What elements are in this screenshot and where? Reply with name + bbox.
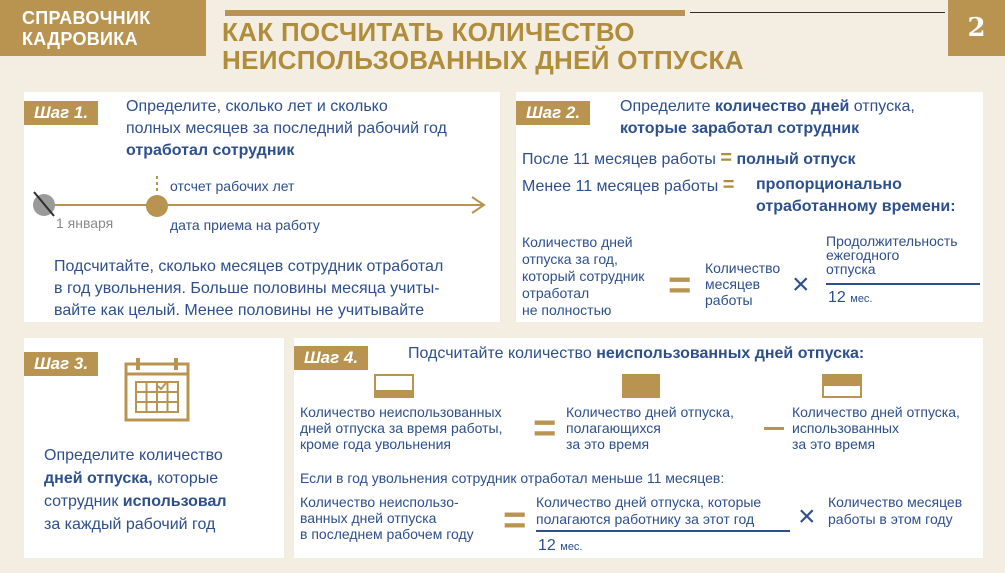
step1-note-2: в год увольнения. Больше половины месяца учиты- bbox=[54, 280, 440, 297]
fraction-line bbox=[826, 283, 980, 285]
b-2: полагающихся bbox=[566, 420, 661, 436]
equals-icon: = bbox=[720, 147, 732, 169]
f-left-5: не полностью bbox=[522, 302, 612, 318]
page-number: 2 bbox=[948, 0, 1005, 56]
f-right-3: отпуска bbox=[826, 261, 876, 277]
timeline-label-hire: дата приема на работу bbox=[170, 217, 320, 233]
b-1: Количество дней отпуска, bbox=[566, 404, 734, 420]
step2-intro-b: которые заработал сотрудник bbox=[620, 120, 860, 137]
multiply-icon: × bbox=[798, 500, 816, 533]
f-left-3: который сотрудник bbox=[522, 268, 645, 284]
fraction-line bbox=[536, 530, 790, 532]
rule2-bold-a: пропорционально bbox=[756, 176, 902, 193]
a-3: кроме года увольнения bbox=[300, 436, 451, 452]
step4-intro bbox=[408, 343, 864, 365]
equals-icon: = bbox=[668, 263, 692, 307]
equals-icon: = bbox=[722, 174, 735, 196]
title-line-1: КАК ПОСЧИТАТЬ КОЛИЧЕСТВО bbox=[222, 17, 635, 47]
partial-box-icon bbox=[374, 374, 414, 398]
step3-text-1: Определите количество bbox=[44, 447, 223, 464]
page-title bbox=[222, 18, 744, 74]
timeline-label-top: отсчет рабочих лет bbox=[170, 178, 295, 194]
step4-condition: Если в год увольнения сотрудник отработал меньше 11 месяцев: bbox=[300, 470, 725, 486]
step3-text-2-bold: дней отпуска, bbox=[44, 470, 153, 487]
full-box-icon bbox=[622, 374, 660, 398]
f-mid-2: месяцев bbox=[705, 276, 761, 292]
rule1-plain: После 11 месяцев работы bbox=[522, 151, 716, 168]
step2-intro-rest: отпуска, bbox=[849, 98, 915, 115]
step1-badge: Шаг 1. bbox=[24, 101, 98, 125]
step4-a bbox=[300, 404, 502, 452]
step2-rule1 bbox=[522, 147, 982, 171]
step4-b bbox=[566, 404, 734, 452]
step2-intro bbox=[620, 96, 980, 140]
f-left-2: отпуска за год, bbox=[522, 251, 618, 267]
f-mid-3: работы bbox=[705, 292, 753, 308]
half-box-icon bbox=[822, 374, 862, 398]
f-1: Количество месяцев bbox=[828, 494, 963, 510]
f-right-2: ежегодного bbox=[826, 247, 900, 263]
f-mid-1: Количество bbox=[705, 260, 781, 276]
hire-dot bbox=[146, 195, 168, 217]
e-denominator bbox=[538, 537, 583, 555]
step1-note-3: вайте как целый. Менее половины не учитывайте bbox=[54, 302, 425, 319]
a-1: Количество неиспользованных bbox=[300, 404, 502, 420]
step3-text-4: за каждый рабочий год bbox=[44, 516, 216, 533]
step2-formula-mid bbox=[705, 260, 780, 308]
c-3: за это время bbox=[792, 436, 876, 452]
step1-note-1: Подсчитайте, сколько месяцев сотрудник отработал bbox=[54, 258, 444, 275]
e-denom-unit: мес. bbox=[560, 541, 583, 553]
step1-intro-a: Определите, сколько лет и сколько bbox=[126, 98, 388, 115]
brand-label bbox=[0, 0, 206, 56]
step2-rule2 bbox=[522, 174, 752, 198]
step3-text-2: которые bbox=[152, 470, 219, 487]
step1-intro-c: отработал сотрудник bbox=[126, 142, 295, 159]
step2-formula-right bbox=[826, 234, 958, 276]
step1-intro-b: полных месяцев за последний рабочий год bbox=[126, 120, 447, 137]
f-left-1: Количество дней bbox=[522, 234, 633, 250]
step3-badge: Шаг 3. bbox=[24, 352, 98, 376]
step1-note bbox=[54, 256, 494, 322]
f-denom-value: 12 bbox=[828, 289, 846, 306]
step4-e bbox=[536, 494, 761, 528]
a-2: дней отпуска за время работы, bbox=[300, 420, 503, 436]
step4-d bbox=[300, 494, 474, 542]
brand-line-2: КАДРОВИКА bbox=[22, 29, 138, 49]
step4-intro-plain: Подсчитайте количество bbox=[408, 345, 597, 362]
step4-badge: Шаг 4. bbox=[294, 346, 368, 370]
equals-icon: = bbox=[503, 498, 527, 542]
step4-c bbox=[792, 404, 960, 452]
title-accent-bar bbox=[225, 10, 685, 16]
f-2: работы в этом году bbox=[828, 511, 953, 527]
step3-text-3-bold: использовал bbox=[122, 493, 227, 510]
step2-intro-bold: количество дней bbox=[715, 98, 850, 115]
f-left-4: отработал bbox=[522, 285, 590, 301]
d-3: в последнем рабочем году bbox=[300, 526, 474, 542]
timeline-label-jan: 1 января bbox=[56, 215, 114, 231]
rule2-bold-b: отработанному времени: bbox=[756, 198, 956, 215]
e-denom-value: 12 bbox=[538, 537, 556, 554]
title-line-2: НЕИСПОЛЬЗОВАННЫХ ДНЕЙ ОТПУСКА bbox=[222, 45, 744, 75]
step2-badge: Шаг 2. bbox=[516, 101, 590, 125]
rule1-bold: полный отпуск bbox=[736, 151, 856, 168]
step1-intro bbox=[126, 96, 496, 162]
f-denom-unit: мес. bbox=[850, 293, 873, 305]
calendar-icon bbox=[124, 356, 190, 422]
brand-line-1: СПРАВОЧНИК bbox=[22, 8, 151, 28]
f-denominator bbox=[828, 289, 873, 307]
step3-text bbox=[44, 444, 280, 536]
d-2: ванных дней отпуска bbox=[300, 510, 437, 526]
equals-icon: = bbox=[533, 406, 557, 450]
step2-intro-a: Определите bbox=[620, 98, 716, 115]
rule2-plain: Менее 11 месяцев работы bbox=[522, 178, 719, 195]
e-2: полагаются работнику за этот год bbox=[536, 511, 755, 527]
e-1: Количество дней отпуска, которые bbox=[536, 494, 762, 510]
step2-rule2-result bbox=[756, 174, 956, 218]
multiply-icon: × bbox=[792, 268, 810, 301]
f-right-1: Продолжительность bbox=[826, 233, 958, 249]
c-1: Количество дней отпуска, bbox=[792, 404, 960, 420]
c-2: использованных bbox=[792, 420, 899, 436]
d-1: Количество неиспользо- bbox=[300, 494, 459, 510]
b-3: за это время bbox=[566, 436, 650, 452]
header-rule bbox=[690, 12, 945, 13]
minus-icon bbox=[764, 427, 784, 430]
step4-intro-bold: неиспользованных дней отпуска: bbox=[596, 345, 865, 362]
step3-text-3: сотрудник bbox=[44, 493, 123, 510]
step4-f bbox=[828, 494, 962, 528]
step2-formula-left bbox=[522, 234, 644, 319]
